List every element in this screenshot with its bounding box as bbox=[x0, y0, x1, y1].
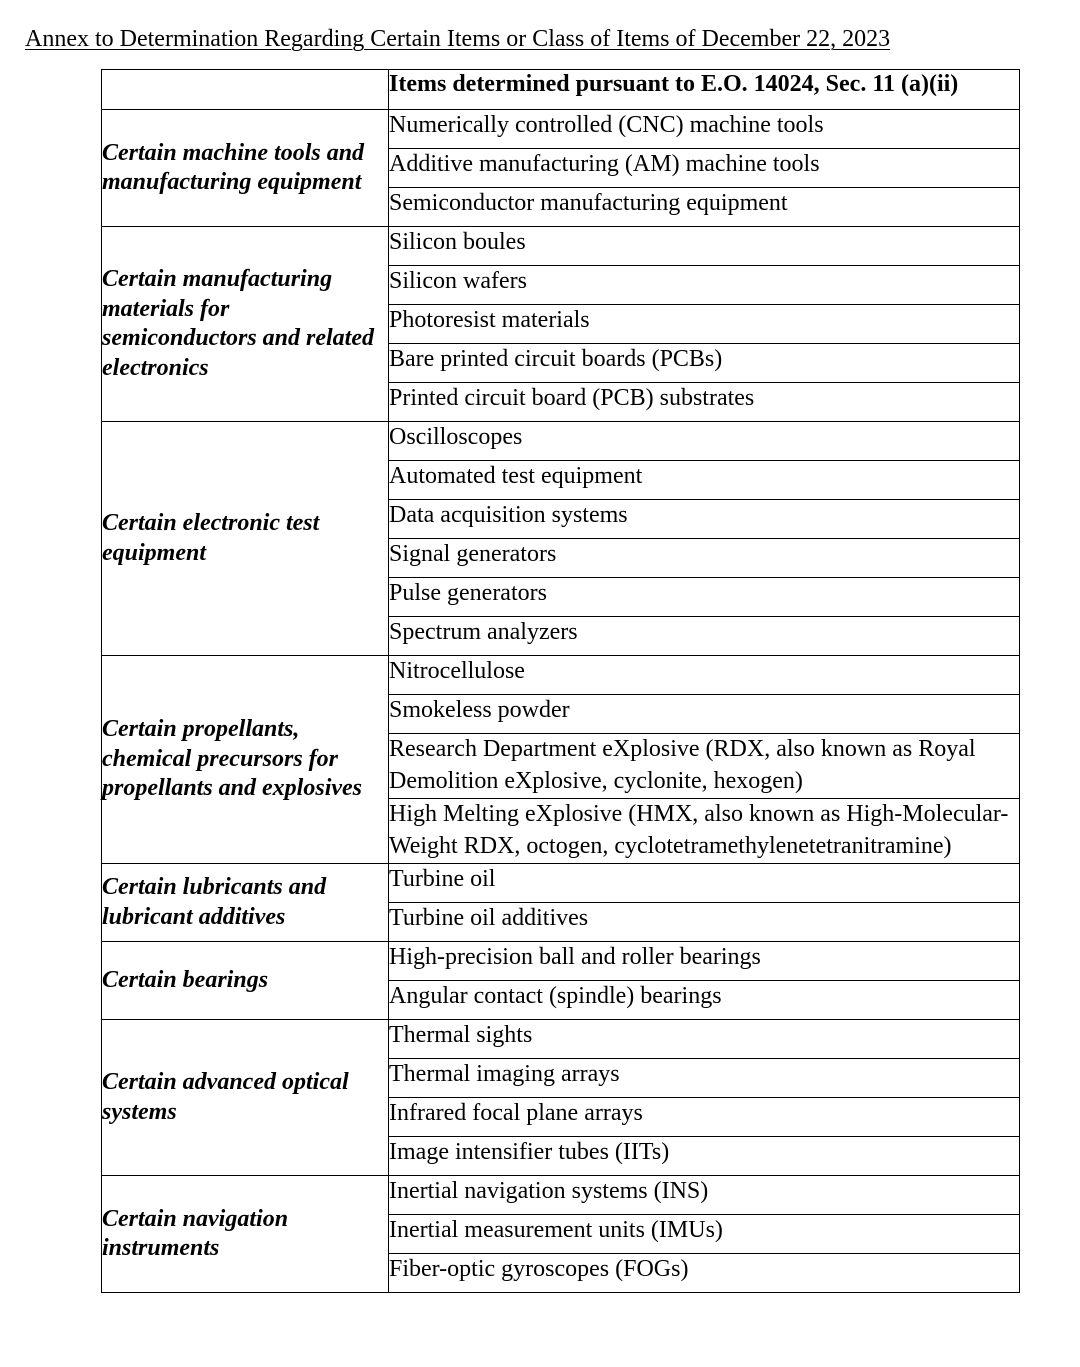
item-label: Additive manufacturing (AM) machine tools bbox=[389, 151, 820, 177]
item-label: Photoresist materials bbox=[389, 307, 590, 333]
category-cell bbox=[102, 110, 389, 227]
category-cell bbox=[102, 942, 389, 1020]
item-label: Thermal imaging arrays bbox=[389, 1061, 620, 1087]
item-label: Turbine oil additives bbox=[389, 905, 589, 931]
category-label: Certain advanced optical systems bbox=[102, 1069, 349, 1125]
item-cell bbox=[389, 578, 1020, 617]
item-cell bbox=[389, 344, 1020, 383]
header-row bbox=[102, 70, 1020, 110]
table-row bbox=[102, 656, 1020, 695]
category-cell bbox=[102, 422, 389, 656]
item-cell bbox=[389, 1098, 1020, 1137]
item-cell bbox=[389, 500, 1020, 539]
item-label: Fiber-optic gyroscopes (FOGs) bbox=[389, 1256, 689, 1282]
item-cell bbox=[389, 617, 1020, 656]
item-cell bbox=[389, 1137, 1020, 1176]
item-label: Pulse generators bbox=[389, 580, 547, 606]
table-row bbox=[102, 110, 1020, 149]
table-row bbox=[102, 942, 1020, 981]
item-label: Infrared focal plane arrays bbox=[389, 1100, 643, 1126]
item-label: Data acquisition systems bbox=[389, 502, 628, 528]
table-row bbox=[102, 1020, 1020, 1059]
table-row bbox=[102, 227, 1020, 266]
item-cell bbox=[389, 1020, 1020, 1059]
item-label: High-precision ball and roller bearings bbox=[389, 944, 761, 970]
annex-table bbox=[101, 69, 1020, 1293]
item-cell bbox=[389, 942, 1020, 981]
item-label: Smokeless powder bbox=[389, 697, 570, 723]
item-label: Image intensifier tubes (IITs) bbox=[389, 1139, 670, 1165]
table-row bbox=[102, 422, 1020, 461]
header-empty-cell bbox=[102, 70, 389, 110]
item-label: Bare printed circuit boards (PCBs) bbox=[389, 346, 723, 372]
item-cell bbox=[389, 188, 1020, 227]
category-label: Certain electronic test equipment bbox=[102, 510, 320, 566]
item-label: Signal generators bbox=[389, 541, 557, 567]
item-label: Thermal sights bbox=[389, 1022, 533, 1048]
item-label: Numerically controlled (CNC) machine tools bbox=[389, 112, 824, 138]
item-cell bbox=[389, 799, 1020, 864]
item-cell bbox=[389, 1059, 1020, 1098]
table-row bbox=[102, 864, 1020, 903]
item-cell bbox=[389, 383, 1020, 422]
item-cell bbox=[389, 864, 1020, 903]
category-label: Certain propellants, chemical precursors for propellants and explosives bbox=[102, 716, 363, 802]
category-label: Certain lubricants and lubricant additives bbox=[102, 874, 327, 930]
category-cell bbox=[102, 864, 389, 942]
item-cell bbox=[389, 1176, 1020, 1215]
item-cell bbox=[389, 305, 1020, 344]
item-label: Automated test equipment bbox=[389, 463, 643, 489]
item-label: Inertial measurement units (IMUs) bbox=[389, 1217, 723, 1243]
category-cell bbox=[102, 1020, 389, 1176]
header-text: Items determined pursuant to E.O. 14024, Sec. 11 (a)(ii) bbox=[389, 71, 959, 97]
item-cell bbox=[389, 422, 1020, 461]
category-label: Certain bearings bbox=[102, 966, 269, 993]
item-cell bbox=[389, 903, 1020, 942]
category-label: Certain manufacturing materials for semiconductors and related electronics bbox=[102, 266, 375, 381]
category-label: Certain navigation instruments bbox=[102, 1205, 289, 1261]
item-cell bbox=[389, 695, 1020, 734]
item-label: Turbine oil bbox=[389, 866, 496, 892]
item-cell bbox=[389, 539, 1020, 578]
item-label: Silicon boules bbox=[389, 229, 526, 255]
item-label: High Melting eXplosive (HMX, also known as High-Molecular-Weight RDX, octogen, cyclotetramethylenetetranitramine) bbox=[389, 801, 1009, 859]
item-cell bbox=[389, 110, 1020, 149]
item-label: Research Department eXplosive (RDX, also known as Royal Demolition eXplosive, cyclonite, hexogen) bbox=[389, 736, 976, 794]
document-title: Annex to Determination Regarding Certain Items or Class of Items of December 22, 2023 bbox=[25, 26, 891, 52]
item-cell bbox=[389, 1254, 1020, 1293]
item-label: Semiconductor manufacturing equipment bbox=[389, 190, 788, 216]
item-cell bbox=[389, 1215, 1020, 1254]
item-label: Nitrocellulose bbox=[389, 658, 525, 684]
item-label: Angular contact (spindle) bearings bbox=[389, 983, 722, 1009]
item-label: Spectrum analyzers bbox=[389, 619, 578, 645]
item-label: Oscilloscopes bbox=[389, 424, 523, 450]
item-label: Printed circuit board (PCB) substrates bbox=[389, 385, 755, 411]
item-label: Silicon wafers bbox=[389, 268, 527, 294]
item-label: Inertial navigation systems (INS) bbox=[389, 1178, 709, 1204]
item-cell bbox=[389, 734, 1020, 799]
header-cell bbox=[389, 70, 1020, 110]
item-cell bbox=[389, 266, 1020, 305]
annex-table-body bbox=[102, 70, 1020, 1293]
category-cell bbox=[102, 656, 389, 864]
category-cell bbox=[102, 1176, 389, 1293]
item-cell bbox=[389, 981, 1020, 1020]
table-row bbox=[102, 1176, 1020, 1215]
category-cell bbox=[102, 227, 389, 422]
item-cell bbox=[389, 461, 1020, 500]
item-cell bbox=[389, 227, 1020, 266]
item-cell bbox=[389, 149, 1020, 188]
category-label: Certain machine tools and manufacturing equipment bbox=[102, 139, 365, 195]
item-cell bbox=[389, 656, 1020, 695]
